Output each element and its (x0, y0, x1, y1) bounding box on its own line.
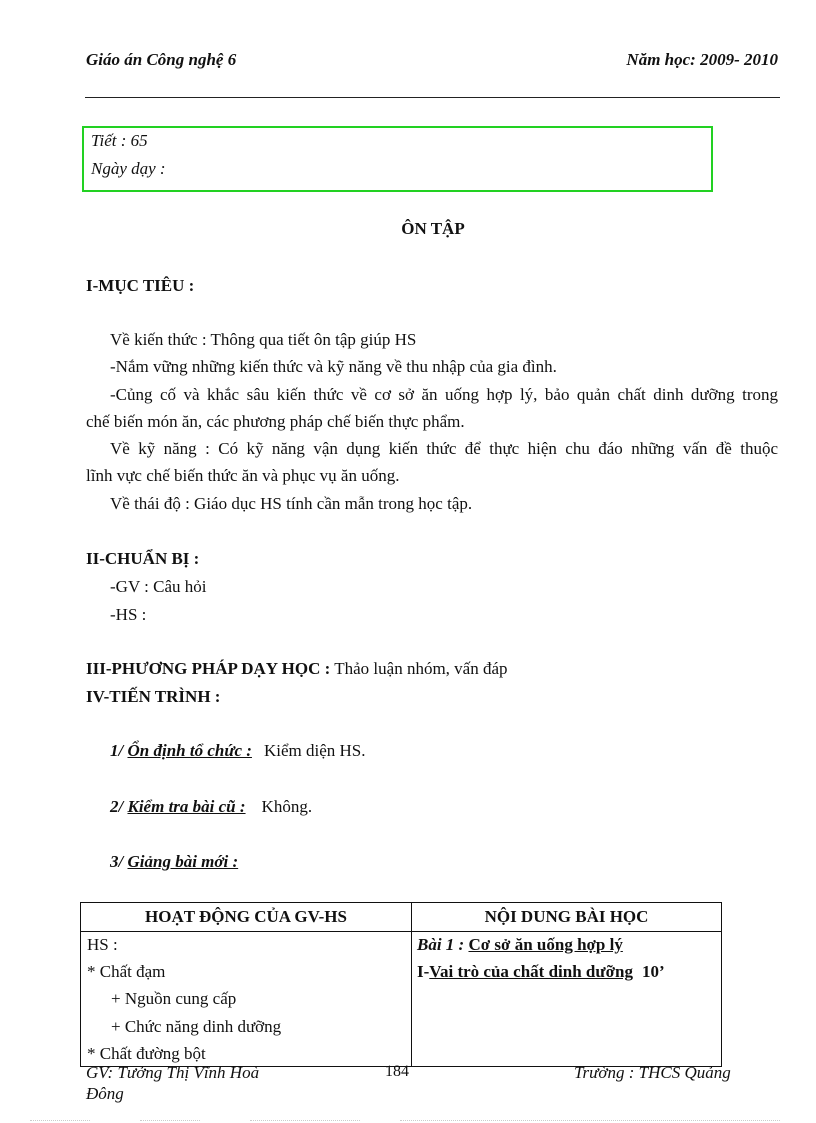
methods-heading: III-PHƯƠNG PHÁP DẠY HỌC : (86, 659, 331, 678)
process-step-1 (110, 741, 366, 761)
process-step-2 (110, 797, 312, 817)
objectives-skills-line-1 (86, 439, 778, 459)
methods-line (86, 659, 508, 679)
objectives-skills-text-1: Về kỹ năng : Có kỹ năng vận dụng kiến thức để thực hiện chu đáo những vấn đề thuộc (110, 439, 778, 458)
table-row (81, 932, 722, 1067)
activity-line: * Chất đạm (87, 962, 166, 981)
footer-teacher: GV: Tưởng Thị Vĩnh Hoà (86, 1063, 260, 1082)
header-right: Năm học: 2009- 2010 (626, 50, 778, 69)
step-3-number: 3/ (110, 852, 128, 871)
preparation-student: -HS : (110, 605, 147, 624)
table-header-content: NỘI DUNG BÀI HỌC (412, 903, 722, 932)
page-edge-marker (250, 1120, 360, 1121)
footer-school: Trường : THCS Quảng (574, 1063, 731, 1082)
objectives-skills-line-2: lĩnh vực chế biến thức ăn và phục vụ ăn uống. (86, 466, 400, 485)
section-title: Vai trò của chất dinh dưỡng (429, 962, 633, 981)
step-2-text: Không. (261, 797, 313, 816)
lesson-activity-table (80, 902, 722, 1067)
objectives-point-2-text-1: -Củng cố và khắc sâu kiến thức về cơ sở ăn uống hợp lý, bảo quản chất dinh dưỡng trong (110, 385, 778, 404)
preparation-teacher: -GV : Câu hỏi (110, 577, 207, 596)
methods-text: Thảo luận nhóm, vấn đáp (330, 659, 508, 678)
process-step-3 (110, 852, 238, 872)
activity-line: * Chất đường bột (87, 1044, 206, 1063)
lesson-period: Tiết : 65 (91, 131, 148, 150)
table-header-row (81, 903, 722, 932)
objectives-point-1: -Nắm vững những kiến thức và kỹ năng về thu nhập của gia đình. (110, 357, 557, 376)
activity-line: + Chức năng dinh dưỡng (111, 1017, 282, 1036)
activity-line: + Nguồn cung cấp (111, 989, 237, 1008)
lesson-date: Ngày dạy : (91, 159, 166, 178)
process-heading: IV-TIẾN TRÌNH : (86, 687, 221, 706)
table-header-activities: HOẠT ĐỘNG CỦA GV-HS (81, 903, 412, 932)
section-time: 10’ (641, 962, 665, 981)
footer-school-continued: Đông (86, 1084, 124, 1103)
step-1-text: Kiểm diện HS. (263, 741, 366, 760)
section-prefix: I- (417, 962, 430, 981)
step-1-label: Ổn định tổ chức : (127, 741, 252, 760)
step-2-label: Kiểm tra bài cũ : (127, 797, 246, 816)
page-title: ÔN TẬP (401, 219, 465, 238)
table-cell-content (412, 932, 722, 1067)
page-edge-marker (140, 1120, 200, 1121)
step-1-number: 1/ (110, 741, 128, 760)
footer-page-number: 184 (385, 1063, 409, 1080)
preparation-heading: II-CHUẨN BỊ : (86, 549, 200, 568)
objectives-point-2-line-1 (86, 385, 778, 405)
page-edge-marker (400, 1120, 780, 1121)
objectives-knowledge: Về kiến thức : Thông qua tiết ôn tập giúp HS (110, 330, 417, 349)
objectives-attitude: Về thái độ : Giáo dục HS tính cần mẫn trong học tập. (110, 494, 473, 513)
header-rule (85, 97, 780, 98)
activity-line: HS : (87, 935, 118, 954)
step-3-label: Giảng bài mới : (127, 852, 239, 871)
step-2-number: 2/ (110, 797, 128, 816)
lesson-label: Bài 1 : (417, 935, 465, 954)
table-cell-activities (81, 932, 412, 1067)
lesson-heading (417, 935, 623, 955)
page-edge-marker (30, 1120, 90, 1121)
lesson-title: Cơ sở ăn uống hợp lý (468, 935, 623, 954)
section-heading (417, 962, 665, 982)
objectives-heading: I-MỤC TIÊU : (86, 276, 195, 295)
header-left: Giáo án Công nghệ 6 (86, 50, 237, 69)
lesson-info-box (82, 126, 713, 192)
objectives-point-2-line-2: chế biến món ăn, các phương pháp chế biến thực phẩm. (86, 412, 465, 431)
